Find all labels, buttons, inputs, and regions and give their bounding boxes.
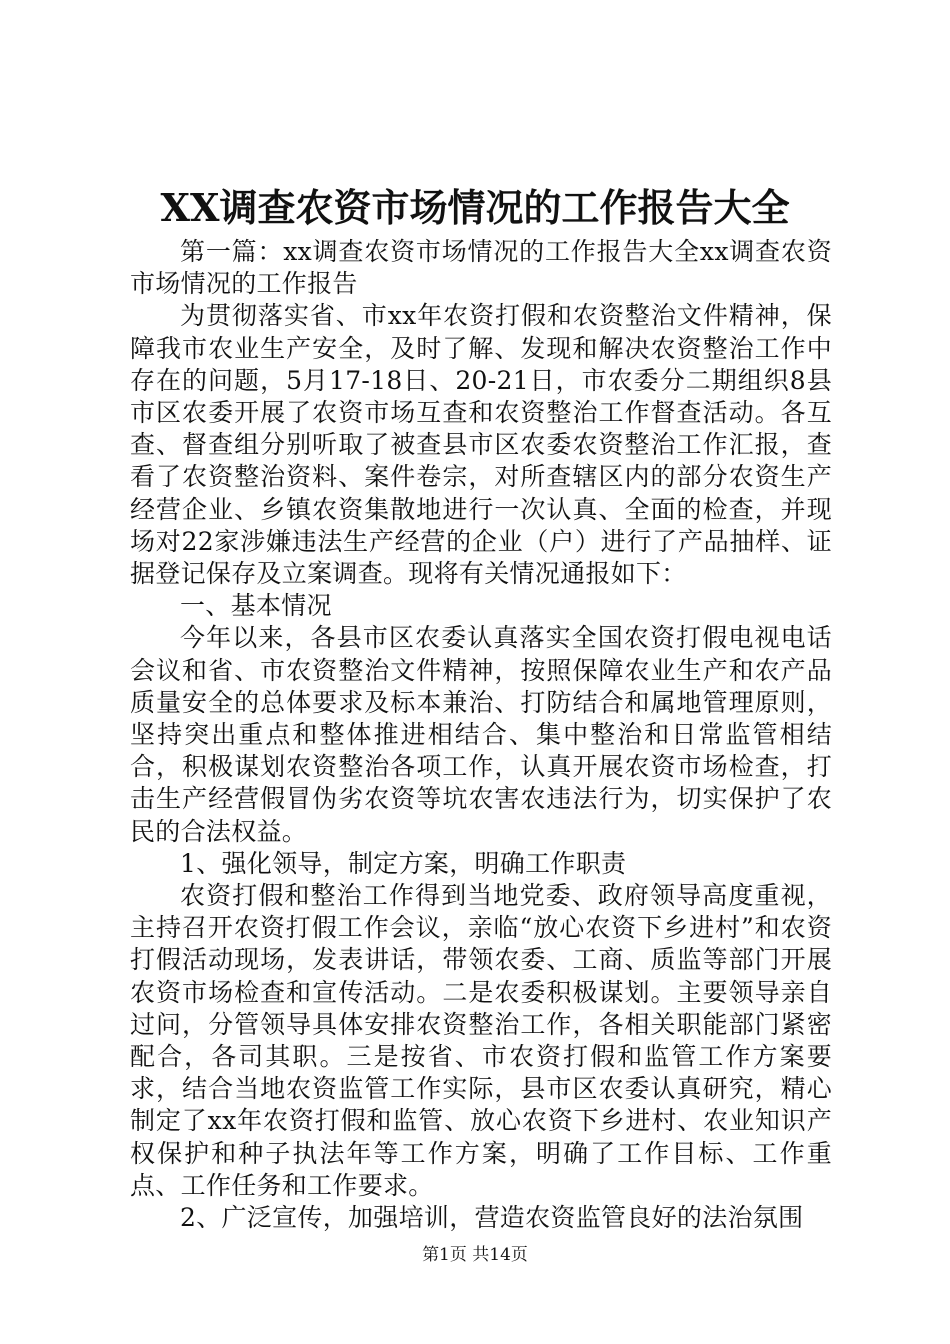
subheading-publicity: 2、广泛宣传，加强培训，营造农资监管良好的法治氛围 xyxy=(180,1203,804,1233)
document-title: XX调查农资市场情况的工作报告大全 xyxy=(160,185,790,230)
paragraph-leadership: 农资打假和整治工作得到当地党委、政府领导高度重视，主持召开农资打假工作会议，亲临“放心农资下乡进村”和农资打假活动现场，发表讲话，带领农委、工商、质监等部门开展农资市场检查和宣传活动。二是农委积极谋划。主要领导亲自过问，分管领导具体安排农资整治工作，各相关职能部门紧密配合，各司其职。三是按省、市农资打假和监管工作方案要求，结合当地农资监管工作实际，县市区农委认真研究，精心制定了xx年农资打假和监管、放心农资下乡进村、农业知识产权保护和种子执法年等工作方案，明确了工作目标、工作重点、工作任务和工作要求。 xyxy=(130,881,832,1200)
paragraph-purpose: 为贯彻落实省、市xx年农资打假和农资整治文件精神，保障我市农业生产安全，及时了解、发现和解决农资整治工作中存在的问题，5月17-18日、20-21日，市农委分二期组织8县市区农委开展了农资市场互查和农资整治工作督查活动。各互查、督查组分别听取了被查县市区农委农资整治工作汇报，查看了农资整治资料、案件卷宗，对所查辖区内的部分农资生产经营企业、乡镇农资集散地进行一次认真、全面的检查，并现场对22家涉嫌违法生产经营的企业（户）进行了产品抽样、证据登记保存及立案调查。现将有关情况通报如下： xyxy=(130,301,832,589)
subheading-leadership: 1、强化领导，制定方案，明确工作职责 xyxy=(180,848,627,878)
paragraph-intro: 第一篇：xx调查农资市场情况的工作报告大全xx调查农资市场情况的工作报告 xyxy=(130,237,832,299)
section-heading-basic: 一、基本情况 xyxy=(180,591,332,621)
document-body xyxy=(130,236,832,1234)
page-number-footer: 第1页 共14页 xyxy=(422,1245,528,1265)
paragraph-basic-situation: 今年以来，各县市区农委认真落实全国农资打假电视电话会议和省、市农资整治文件精神，按照保障农业生产和农产品质量安全的总体要求及标本兼治、打防结合和属地管理原则，坚持突出重点和整体推进相结合、集中整治和日常监管相结合，积极谋划农资整治各项工作，认真开展农资市场检查，打击生产经营假冒伪劣农资等坑农害农违法行为，切实保护了农民的合法权益。 xyxy=(130,623,832,846)
